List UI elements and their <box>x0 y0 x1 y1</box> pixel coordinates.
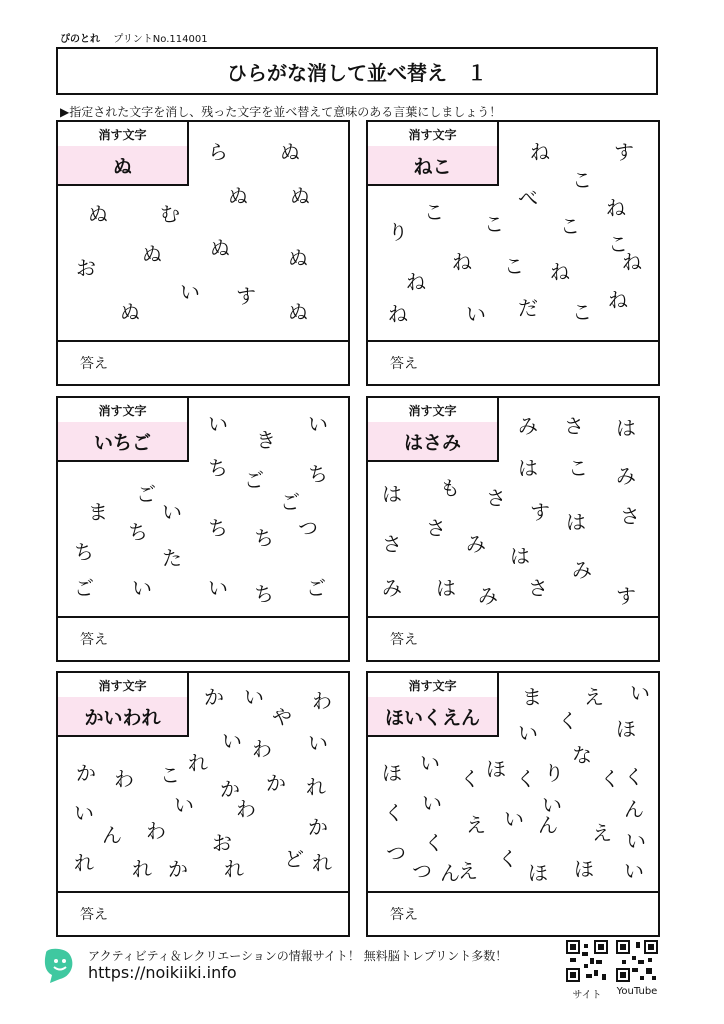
puzzle-panel <box>56 396 350 662</box>
letter[interactable]: い <box>244 685 264 709</box>
answer-field[interactable] <box>368 618 658 660</box>
answer-label: 答え <box>80 907 108 923</box>
letter[interactable]: か <box>220 777 240 801</box>
puzzle-panel <box>366 396 660 662</box>
letter[interactable]: え <box>458 859 478 883</box>
qr-site-label: サイト <box>572 990 602 1001</box>
letter[interactable]: ほ <box>486 757 506 781</box>
letter[interactable]: わ <box>146 819 166 843</box>
answer-label: 答え <box>80 356 108 372</box>
letter[interactable]: ど <box>284 847 304 871</box>
letter[interactable]: ん <box>624 797 644 821</box>
letter[interactable]: ね <box>622 250 642 274</box>
letter[interactable]: ち <box>128 520 148 544</box>
letter[interactable]: む <box>160 202 180 226</box>
letter[interactable]: い <box>518 721 538 745</box>
letter[interactable]: こ <box>608 232 628 256</box>
letter[interactable]: く <box>460 767 480 791</box>
erase-word: ぬ <box>58 146 187 184</box>
letter[interactable]: い <box>74 801 94 825</box>
letter[interactable]: ぬ <box>142 242 162 266</box>
letter[interactable]: く <box>516 767 536 791</box>
letter[interactable]: れ <box>312 851 332 875</box>
letter-grid <box>58 398 348 618</box>
letter[interactable]: ち <box>208 456 228 480</box>
letter[interactable]: ち <box>254 582 274 606</box>
letter[interactable]: だ <box>518 296 538 320</box>
letter[interactable]: い <box>308 412 328 436</box>
letter[interactable]: い <box>624 859 644 883</box>
letter[interactable]: ぬ <box>88 202 108 226</box>
letter[interactable]: え <box>592 821 612 845</box>
letter[interactable]: い <box>422 791 442 815</box>
letter[interactable]: い <box>222 729 242 753</box>
instruction-text: ▶指定された文字を消し、残った文字を並べ替えて意味のある言葉にしましょう！ <box>60 105 502 119</box>
letter[interactable]: ち <box>254 526 274 550</box>
letter[interactable]: こ <box>572 300 592 324</box>
letter[interactable]: は <box>436 576 456 600</box>
letter[interactable]: ら <box>208 140 228 164</box>
letter[interactable]: か <box>266 771 286 795</box>
letter-grid <box>368 398 658 618</box>
letter[interactable]: ほ <box>616 717 636 741</box>
letter[interactable]: く <box>624 765 644 789</box>
letter[interactable]: わ <box>114 767 134 791</box>
letter[interactable]: も <box>440 476 460 500</box>
letter[interactable]: こ <box>504 254 524 278</box>
letter[interactable]: え <box>466 813 486 837</box>
puzzle-panel <box>366 120 660 386</box>
letter[interactable]: い <box>208 412 228 436</box>
erase-tag <box>368 673 499 737</box>
letter[interactable]: い <box>308 731 328 755</box>
letter[interactable]: く <box>558 709 578 733</box>
letter[interactable]: い <box>630 681 650 705</box>
answer-label: 答え <box>390 907 418 923</box>
letter[interactable]: わ <box>312 689 332 713</box>
letter[interactable]: は <box>382 482 402 506</box>
erase-tag <box>58 673 189 737</box>
letter[interactable]: こ <box>568 456 588 480</box>
letter[interactable]: す <box>530 500 550 524</box>
print-number: プリントNo.114001 <box>113 34 208 45</box>
answer-label: 答え <box>80 632 108 648</box>
letter[interactable]: さ <box>426 516 446 540</box>
letter[interactable]: ご <box>74 576 94 600</box>
letter[interactable]: ん <box>440 861 460 885</box>
letter[interactable]: い <box>626 829 646 853</box>
letter[interactable]: こ <box>424 200 444 224</box>
letter[interactable]: く <box>498 847 518 871</box>
erase-tag-label: 消す文字 <box>408 403 457 418</box>
letter[interactable]: ち <box>308 462 328 486</box>
letter[interactable]: く <box>424 831 444 855</box>
puzzle-panel <box>56 120 350 386</box>
letter[interactable]: や <box>272 705 292 729</box>
letter[interactable]: こ <box>160 763 180 787</box>
page-title: ひらがな消して並べ替え １ <box>56 47 658 95</box>
erase-word: かいわれ <box>58 697 187 735</box>
letter[interactable]: は <box>518 456 538 480</box>
letter[interactable]: す <box>236 284 256 308</box>
answer-field[interactable] <box>58 893 348 935</box>
letter[interactable]: ぬ <box>228 184 248 208</box>
letter[interactable]: た <box>162 546 182 570</box>
letter[interactable]: ぬ <box>280 140 300 164</box>
letter[interactable]: つ <box>386 841 406 865</box>
letter[interactable]: ま <box>522 685 542 709</box>
letter[interactable]: こ <box>484 212 504 236</box>
letter[interactable]: す <box>614 140 634 164</box>
letter[interactable]: い <box>504 807 524 831</box>
letter[interactable]: み <box>518 414 538 438</box>
letter[interactable]: い <box>420 751 440 775</box>
letter[interactable]: ん <box>102 823 122 847</box>
letter[interactable]: ご <box>136 482 156 506</box>
letter[interactable]: か <box>168 857 188 881</box>
letter[interactable]: お <box>212 831 232 855</box>
letter[interactable]: す <box>616 584 636 608</box>
letter[interactable]: か <box>76 761 96 785</box>
erase-word: ねこ <box>368 146 497 184</box>
letter-grid <box>368 673 658 893</box>
letter[interactable]: い <box>466 302 486 326</box>
letter[interactable]: ぬ <box>288 246 308 270</box>
answer-field[interactable] <box>368 893 658 935</box>
letter[interactable]: ね <box>550 260 570 284</box>
letter[interactable]: さ <box>382 532 402 556</box>
qr-youtube-label: YouTube <box>616 986 658 997</box>
letter[interactable]: み <box>616 464 636 488</box>
letter[interactable]: か <box>308 815 328 839</box>
letter[interactable]: わ <box>236 797 256 821</box>
erase-tag-label: 消す文字 <box>98 403 147 418</box>
erase-tag <box>58 398 189 462</box>
letter[interactable]: お <box>76 256 96 280</box>
letter[interactable]: ち <box>74 540 94 564</box>
erase-tag-label: 消す文字 <box>408 678 457 693</box>
letter[interactable]: ほ <box>382 761 402 785</box>
letter[interactable]: は <box>566 510 586 534</box>
letter[interactable]: ぬ <box>290 184 310 208</box>
answer-field[interactable] <box>368 342 658 384</box>
letter[interactable]: く <box>384 801 404 825</box>
letter[interactable]: ほ <box>574 857 594 881</box>
erase-word: いちご <box>58 422 187 460</box>
letter[interactable]: は <box>616 416 636 440</box>
logo-icon <box>40 945 80 985</box>
letter[interactable]: え <box>584 685 604 709</box>
letter[interactable]: ち <box>208 516 228 540</box>
letter[interactable]: ぬ <box>288 300 308 324</box>
erase-tag-label: 消す文字 <box>98 127 147 142</box>
letter[interactable]: ね <box>608 288 628 312</box>
letter[interactable]: れ <box>224 857 244 881</box>
qr-code-site-icon[interactable] <box>566 940 608 982</box>
letter-grid <box>58 122 348 342</box>
erase-tag-label: 消す文字 <box>408 127 457 142</box>
erase-tag <box>368 398 499 462</box>
qr-code-youtube-icon[interactable] <box>616 940 658 982</box>
letter[interactable]: い <box>180 280 200 304</box>
letter[interactable]: ん <box>538 813 558 837</box>
letter[interactable]: ま <box>88 500 108 524</box>
letter[interactable]: れ <box>188 751 208 775</box>
answer-field[interactable] <box>58 618 348 660</box>
header-meta <box>60 30 208 45</box>
puzzle-panel <box>56 671 350 937</box>
erase-tag <box>368 122 499 186</box>
letter[interactable]: は <box>510 544 530 568</box>
letter[interactable]: ご <box>306 576 326 600</box>
letter[interactable]: り <box>544 761 564 785</box>
answer-label: 答え <box>390 632 418 648</box>
letter[interactable]: か <box>204 685 224 709</box>
puzzle-panel <box>366 671 660 937</box>
answer-field[interactable] <box>58 342 348 384</box>
letter[interactable]: き <box>256 428 276 452</box>
letter[interactable]: こ <box>572 168 592 192</box>
letter[interactable]: さ <box>564 414 584 438</box>
letter[interactable]: れ <box>132 857 152 881</box>
erase-tag <box>58 122 189 186</box>
letter[interactable]: み <box>466 532 486 556</box>
letter[interactable]: ご <box>244 468 264 492</box>
letter[interactable]: い <box>542 793 562 817</box>
erase-word: はさみ <box>368 422 497 460</box>
letter-grid <box>58 673 348 893</box>
letter[interactable]: み <box>478 584 498 608</box>
letter[interactable]: り <box>388 220 408 244</box>
letter[interactable]: い <box>208 576 228 600</box>
footer-url[interactable]: https://noikiiki.info <box>88 963 237 982</box>
letter[interactable]: い <box>132 576 152 600</box>
answer-label: 答え <box>390 356 418 372</box>
letter[interactable]: い <box>174 793 194 817</box>
letter[interactable]: ほ <box>528 861 548 885</box>
letter[interactable]: ね <box>452 250 472 274</box>
letter[interactable]: く <box>600 767 620 791</box>
footer-text: アクティビティ＆レクリエーションの情報サイト！ 無料脳トレプリント多数！ <box>88 949 508 963</box>
erase-word: ほいくえん <box>368 697 497 735</box>
letter[interactable]: べ <box>518 186 538 210</box>
letter[interactable]: さ <box>620 504 640 528</box>
letter[interactable]: ね <box>388 302 408 326</box>
letter[interactable]: ね <box>406 270 426 294</box>
letter[interactable]: ぬ <box>120 300 140 324</box>
letter[interactable]: ね <box>530 140 550 164</box>
letter[interactable]: さ <box>528 576 548 600</box>
letter[interactable]: ぬ <box>210 236 230 260</box>
letter[interactable]: つ <box>412 859 432 883</box>
letter[interactable]: こ <box>560 214 580 238</box>
letter[interactable]: さ <box>486 486 506 510</box>
letter[interactable]: み <box>382 576 402 600</box>
brand-name: ぴのとれ <box>60 34 100 45</box>
letter[interactable]: い <box>162 500 182 524</box>
letter[interactable]: ね <box>606 196 626 220</box>
letter[interactable]: つ <box>298 516 318 540</box>
letter[interactable]: れ <box>306 775 326 799</box>
letter[interactable]: れ <box>74 851 94 875</box>
letter[interactable]: な <box>572 743 592 767</box>
letter-grid <box>368 122 658 342</box>
letter[interactable]: み <box>572 558 592 582</box>
letter[interactable]: わ <box>252 737 272 761</box>
letter[interactable]: ご <box>280 490 300 514</box>
erase-tag-label: 消す文字 <box>98 678 147 693</box>
